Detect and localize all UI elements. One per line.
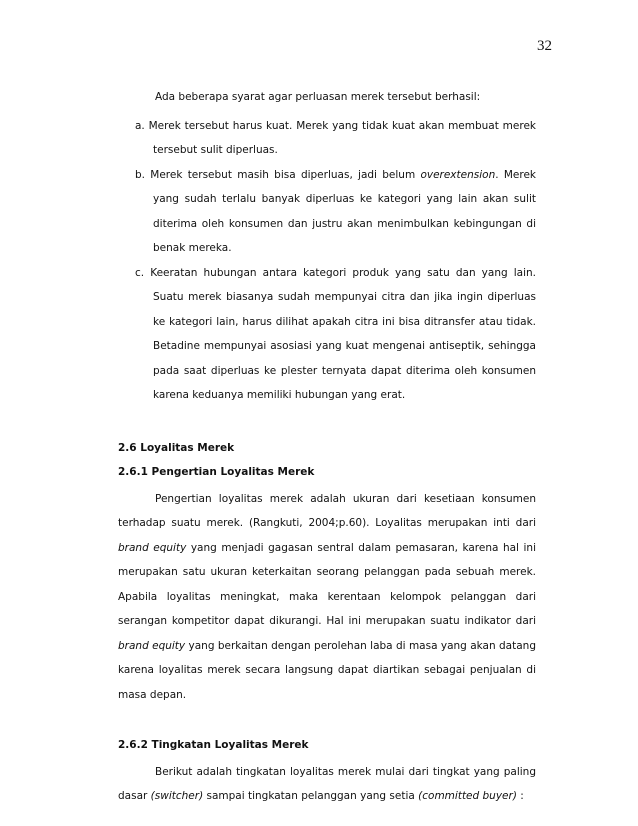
list-marker: b. — [135, 168, 146, 181]
paragraph-text: sampai tingkatan pelanggan yang setia — [203, 790, 419, 802]
body-paragraph — [118, 760, 536, 809]
italic-term: overextension — [420, 168, 496, 181]
list-item-text: Merek tersebut harus kuat. Merek yang tidak kuat akan membuat merek tersebut sulit diperluas. — [148, 119, 536, 156]
list-marker: a. — [135, 119, 145, 132]
paragraph-text: : — [516, 790, 524, 802]
list-item — [118, 114, 536, 163]
list-item — [118, 261, 536, 408]
subsection-heading-2-6-2: 2.6.2 Tingkatan Loyalitas Merek — [118, 739, 309, 751]
requirements-list — [118, 114, 536, 408]
paragraph-text: yang berkaitan dengan perolehan laba di masa yang akan datang karena loyalitas merek secara langsung dapat diartikan sebagai penjualan di masa depan. — [118, 639, 536, 701]
list-item-text: Keeratan hubungan antara kategori produk yang satu dan yang lain. Suatu merek biasanya sudah mempunyai citra dan jika ingin diperluas ke kategori lain, harus dilihat apakah citra ini bisa ditransfer atau tidak. Betadine mempunyai asosiasi yang kuat mengenai antiseptik, sehingga pada saat diperluas ke plester ternyata dapat diterima oleh konsumen karena keduanya memiliki hubungan yang erat. — [150, 266, 536, 401]
list-item-text: . Merek yang sudah terlalu banyak diperluas ke kategori yang lain akan sulit diterima oleh konsumen dan justru akan menimbulkan kebingungan di benak mereka. — [153, 168, 536, 254]
page-content — [118, 85, 536, 809]
list-item-text: Merek tersebut masih bisa diperluas, jadi belum — [150, 168, 421, 181]
paragraph-text: yang menjadi gagasan sentral dalam pemasaran, karena hal ini merupakan satu ukuran keterkaitan seorang pelanggan pada sebuah merek. Apabila loyalitas meningkat, maka kerentaan kelompok pelanggan dari serangan kompetitor dapat dikurangi. Hal ini merupakan suatu indikator dari — [118, 541, 536, 627]
list-marker: c. — [135, 266, 145, 279]
italic-term: brand equity — [118, 541, 187, 554]
page-number: 32 — [537, 38, 552, 54]
italic-term: (switcher) — [150, 790, 204, 802]
paragraph-text: Pengertian loyalitas merek adalah ukuran dari kesetiaan konsumen terhadap suatu merek. (Rangkuti, 2004;p.60). Loyalitas merupakan inti dari — [118, 492, 536, 529]
body-paragraph — [118, 487, 536, 708]
subsection-heading-2-6-1: 2.6.1 Pengertian Loyalitas Merek — [118, 466, 315, 478]
italic-term: brand equity — [118, 639, 186, 652]
list-item — [118, 163, 536, 261]
italic-term: (committed buyer) — [418, 790, 517, 802]
paragraph-text: Berikut adalah tingkatan loyalitas merek mulai dari tingkat yang paling dasar — [118, 765, 536, 802]
section-heading-2-6: 2.6 Loyalitas Merek — [118, 441, 235, 454]
intro-paragraph: Ada beberapa syarat agar perluasan merek tersebut berhasil: — [155, 91, 481, 103]
